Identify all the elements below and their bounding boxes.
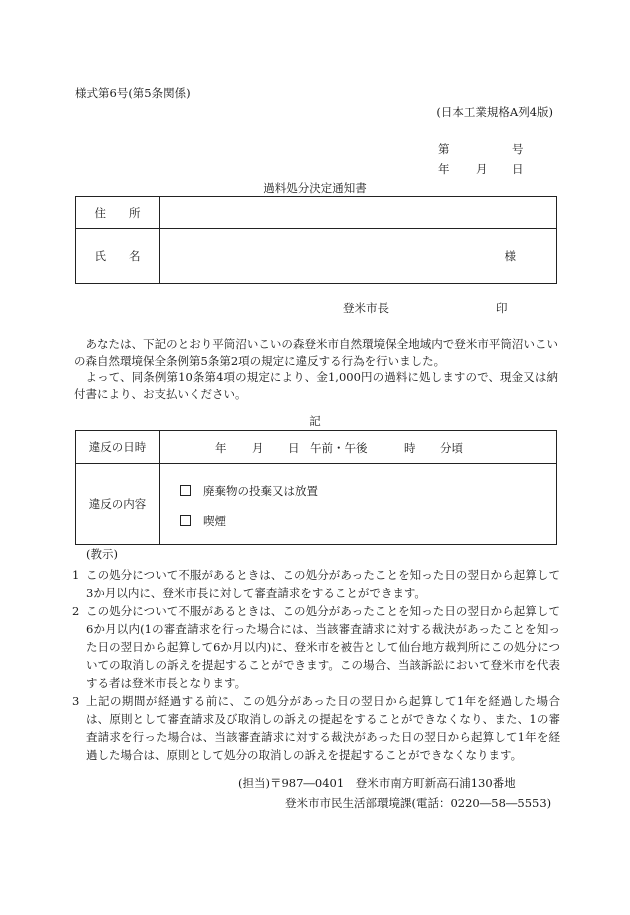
- contact-address: (担当)〒987―0401 登米市南方町新高石浦130番地: [238, 776, 516, 790]
- honorific-sama: 様: [504, 249, 516, 263]
- dt-minute: 分頃: [440, 441, 463, 455]
- notice-body: [74, 336, 558, 402]
- item-text: この処分について不服があるときは、この処分があったことを知った日の翌日から起算して3か月以内に、登米市長に対して審査請求をすることができます。: [86, 568, 560, 600]
- dt-year: 年: [215, 441, 227, 455]
- instruction-item: [74, 566, 560, 602]
- checkbox-icon[interactable]: [180, 515, 191, 526]
- dt-hour: 時: [404, 441, 416, 455]
- item-text: この処分について不服があるときは、この処分があったことを知った日の翌日から起算して6か月以内(1の審査請求を行った場合には、当該審査請求に対する裁決があったことを知った日の翌日から起算して6か月以内)に、登米市を被告として仙台地方裁判所にこの処分についての取消しの訴えを提起することができます。この場合、当該訴訟において登米市を代表する者は登米市長となります。: [86, 604, 560, 690]
- ki-label: 記: [309, 414, 321, 428]
- option-waste[interactable]: [180, 483, 318, 499]
- violation-content-field: [160, 464, 557, 545]
- date-day: 日: [512, 162, 524, 176]
- dt-month: 月: [252, 441, 264, 455]
- address-label: 住 所: [76, 197, 160, 229]
- dt-day: 日: [288, 441, 300, 455]
- recipient-table: [75, 196, 557, 284]
- option-smoking-label: 喫煙: [203, 514, 226, 528]
- checkbox-icon[interactable]: [180, 485, 191, 496]
- name-label: 氏 名: [76, 229, 160, 284]
- paper-size-note: (日本工業規格A列4版): [436, 105, 553, 119]
- option-waste-label: 廃棄物の投棄又は放置: [203, 484, 318, 498]
- address-field[interactable]: [160, 197, 557, 229]
- document-title: 過料処分決定通知書: [263, 181, 367, 195]
- form-style-number: 様式第6号(第5条関係): [75, 86, 191, 100]
- instruction-item: [74, 692, 560, 764]
- instruction-list: [74, 566, 560, 764]
- option-smoking[interactable]: [180, 513, 226, 529]
- violation-table: [75, 430, 557, 545]
- instruction-item: [74, 602, 560, 692]
- issuer-name: 登米市長: [343, 301, 389, 315]
- doc-number-go: 号: [512, 142, 524, 156]
- item-text: 上記の期間が経過する前に、この処分があった日の翌日から起算して1年を経過した場合は、原則として審査請求及び取消しの訴えの提起をすることができなくなり、また、1の審査請求を行った場合は、当該審査請求に対する裁決があった日の翌日から起算して1年を経過した場合は、原則として処分の取消しの訴えを提起することができなくなります。: [86, 694, 560, 762]
- body-paragraph-2: よって、同条例第10条第4項の規定により、金1,000円の過料に処しますので、現金又は納付書により、お支払いください。: [74, 370, 558, 401]
- violation-datetime-label: 違反の日時: [76, 431, 160, 464]
- instruction-heading: (教示): [86, 547, 118, 561]
- seal-mark: 印: [496, 301, 508, 315]
- date-month: 月: [476, 162, 488, 176]
- violation-content-label: 違反の内容: [76, 464, 160, 545]
- item-number: 1: [72, 568, 80, 582]
- name-field[interactable]: [160, 229, 557, 284]
- doc-number-dai: 第: [438, 142, 450, 156]
- item-number: 3: [72, 694, 80, 708]
- body-paragraph-1: あなたは、下記のとおり平筒沼いこいの森登米市自然環境保全地域内で登米市平筒沼いこいの森自然環境保全条例第5条第2項の規定に違反する行為を行いました。: [74, 337, 558, 368]
- violation-datetime-field[interactable]: [160, 431, 557, 464]
- date-year: 年: [438, 162, 450, 176]
- dt-ampm: 午前・午後: [310, 441, 368, 455]
- item-number: 2: [72, 604, 80, 618]
- contact-department: 登米市市民生活部環境課(電話：0220―58―5553): [285, 796, 552, 810]
